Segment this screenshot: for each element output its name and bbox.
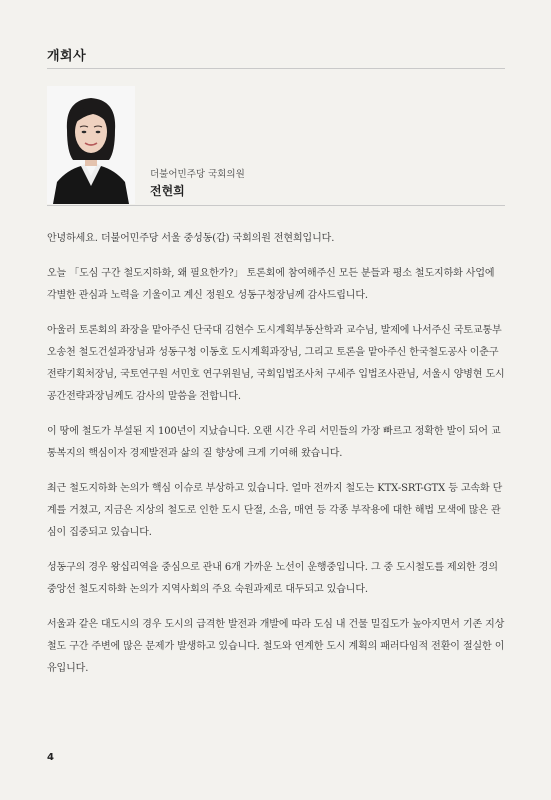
paragraph-undergrounding-issue: 최근 철도지하화 논의가 핵심 이슈로 부상하고 있습니다. 얼마 전까지 철도는 KTX-SRT-GTX 등 고속화 단계를 거쳤고, 지금은 지상의 철도로 인한 도시 단절, 소음, 매연 등 각종 부작용에 대한 해법 모색에 많은 관심이 집중되고 있습니다. xyxy=(47,483,503,538)
paragraph-acknowledgements: 아울러 토론회의 좌장을 맡아주신 단국대 김현수 도시계획부동산학과 교수님, 발제에 나서주신 국토교통부 오송천 철도건설과장님과 성동구청 이동호 도시계획과장님, 그리고 토론을 맡아주신 한국철도공사 이춘구 전략기획처장님, 국토연구원 서민호 연구위원님, 국회입법조사처 구세주 입법조사관님, 서울시 양병현 도시공간전략과장님께도 감사의 말씀을 전합니다. xyxy=(47,325,505,402)
speaker-divider xyxy=(47,205,505,206)
title-divider xyxy=(47,68,505,69)
speech-body xyxy=(47,228,505,693)
paragraph-thanks: 오늘 「도심 구간 철도지하화, 왜 필요한가?」 토론회에 참여해주신 모든 분들과 평소 철도지하화 사업에 각별한 관심과 노력을 기울이고 계신 정원오 성동구청장님께 감사드립니다. xyxy=(47,268,495,301)
section-title: 개회사 xyxy=(47,49,87,64)
paragraph-greeting: 안녕하세요. 더불어민주당 서울 중성동(갑) 국회의원 전현희입니다. xyxy=(47,233,335,244)
speaker-name: 전현희 xyxy=(150,184,185,198)
paragraph-railway-history: 이 땅에 철도가 부설된 지 100년이 지났습니다. 오랜 시간 우리 서민들의 가장 빠르고 정확한 발이 되어 교통복지의 핵심이자 경제발전과 삶의 질 향상에 크게 기여해 왔습니다. xyxy=(47,426,501,459)
page-number: 4 xyxy=(47,752,54,763)
paragraph-urban-planning: 서울과 같은 대도시의 경우 도시의 급격한 발전과 개발에 따라 도심 내 건물 밀집도가 높아지면서 기존 지상 철도 구간 주변에 많은 문제가 발생하고 있습니다. 철도와 연계한 도시 계획의 패러다임적 전환이 절실한 이유입니다. xyxy=(47,619,505,674)
paragraph-seongdong-lines: 성동구의 경우 왕십리역을 중심으로 관내 6개 가까운 노선이 운행중입니다. 그 중 도시철도를 제외한 경의중앙선 철도지하화 논의가 지역사회의 주요 숙원과제로 대두되고 있습니다. xyxy=(47,562,498,595)
speaker-portrait xyxy=(47,86,135,204)
speaker-affiliation: 더불어민주당 국회의원 xyxy=(150,169,245,180)
